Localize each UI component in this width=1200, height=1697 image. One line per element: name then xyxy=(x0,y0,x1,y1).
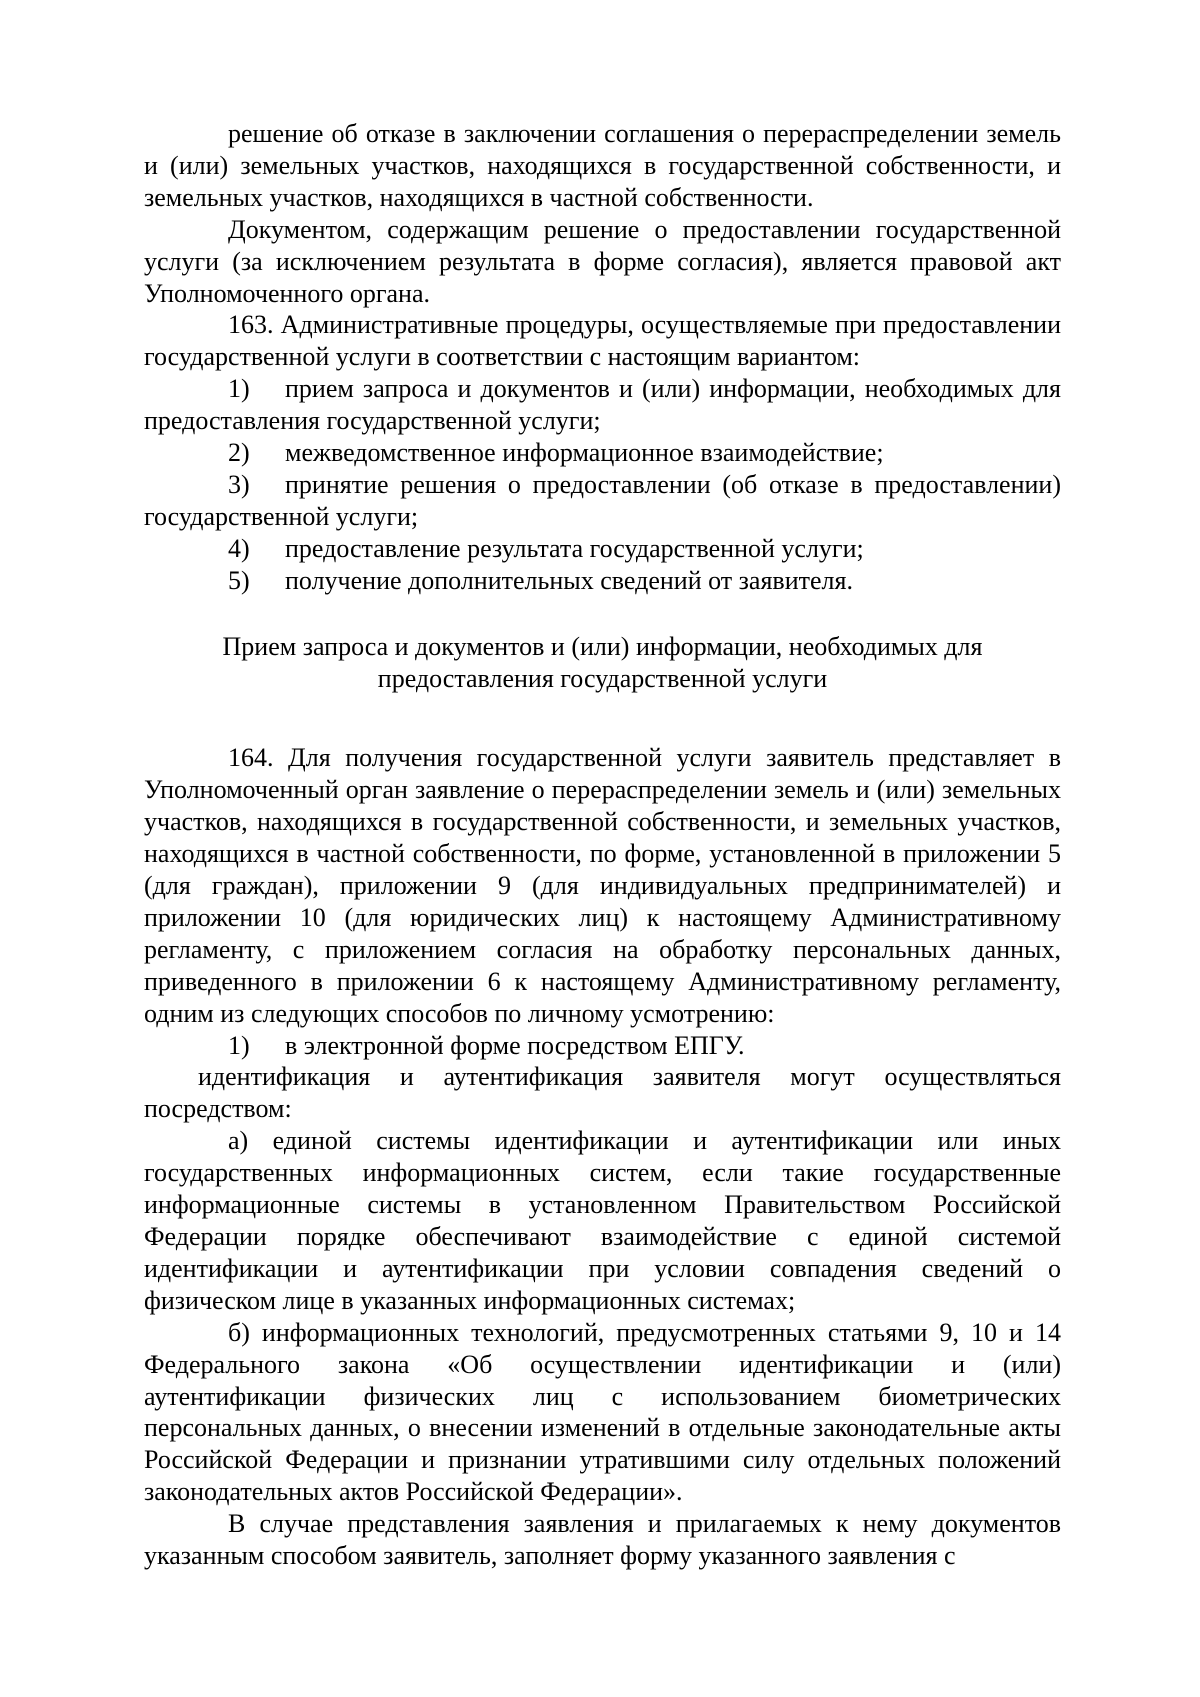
paragraph-refusal-decision: решение об отказе в заключении соглашения о перераспределении земель и (или) земельных участков, находящихся в государственной собственности, и земельных участков, находящихся в частной собственности. xyxy=(144,119,1061,212)
method-text: в электронной форме посредством ЕПГУ. xyxy=(285,1030,745,1060)
procedure-number: 5) xyxy=(228,565,250,595)
paragraph-b-biometrics: б) информационных технологий, предусмотренных статьями 9, 10 и 14 Федерального закона «Об осуществлении идентификации и (или) аутентификации физических лиц с использованием биометрических персональных данных, о внесении изменений в отдельные законодательные акты Российской Федерации и признании утратившими силу отдельных положений законодательных актов Российской Федерации». xyxy=(144,1317,1061,1507)
paragraph-decision-document: Документом, содержащим решение о предоставлении государственной услуги (за исключением результата в форме согласия), является правовой акт Уполномоченного органа. xyxy=(144,214,1061,308)
paragraph-a-esia: а) единой системы идентификации и аутентификации или иных государственных информационных систем, если такие государственные информационные системы в установленном Правительством Российской Федерации порядке обеспечивают взаимодействие с единой системой идентификации и аутентификации при условии совпадения сведений о физическом лице в указанных информационных системах; xyxy=(144,1126,1061,1315)
method-item-1 xyxy=(144,1030,1061,1062)
procedure-text: принятие решения о предоставлении (об отказе в предоставлении) государственной услуги; xyxy=(144,469,1061,531)
procedure-number: 3) xyxy=(228,469,250,499)
procedure-item-1 xyxy=(144,373,1061,437)
section-heading xyxy=(144,631,1061,695)
procedure-text: межведомственное информационное взаимодействие; xyxy=(285,438,884,468)
procedure-number: 1) xyxy=(228,374,250,404)
procedure-text: прием запроса и документов и (или) информации, необходимых для предоставления государственной услуги; xyxy=(144,374,1061,436)
section-heading-line-2: предоставления государственной услуги xyxy=(377,663,828,693)
procedure-number: 2) xyxy=(228,438,250,468)
paragraph-163: 163. Административные процедуры, осуществляемые при предоставлении государственной услуги в соответствии с настоящим вариантом: xyxy=(144,310,1061,372)
procedure-item-5 xyxy=(144,565,1061,597)
procedure-item-3 xyxy=(144,469,1061,533)
paragraph-164: 164. Для получения государственной услуги заявитель представляет в Уполномоченный орган заявление о перераспределении земель и (или) земельных участков, находящихся в государственной собственности, и земельных участков, находящихся в частной собственности, по форме, установленной в приложении 5 (для граждан), приложении 9 (для индивидуальных предпринимателей) и приложении 10 (для юридических лиц) к настоящему Административному регламенту, с приложением согласия на обработку персональных данных, приведенного в приложении 6 к настоящему Административному регламенту, одним из следующих способов по личному усмотрению: xyxy=(144,743,1061,1028)
procedure-text: получение дополнительных сведений от заявителя. xyxy=(285,565,853,595)
section-heading-line-1: Прием запроса и документов и (или) информации, необходимых для xyxy=(222,631,983,661)
procedure-item-4 xyxy=(144,533,1061,565)
paragraph-identification: идентификация и аутентификация заявителя могут осуществляться посредством: xyxy=(144,1062,1061,1124)
method-number: 1) xyxy=(228,1030,250,1060)
document-page xyxy=(144,118,1061,1572)
paragraph-application-submission: В случае представления заявления и прилагаемых к нему документов указанным способом заявитель, заполняет форму указанного заявления с xyxy=(144,1509,1061,1571)
procedure-text: предоставление результата государственной услуги; xyxy=(285,533,864,563)
procedure-item-2 xyxy=(144,437,1061,469)
procedure-number: 4) xyxy=(228,533,250,563)
